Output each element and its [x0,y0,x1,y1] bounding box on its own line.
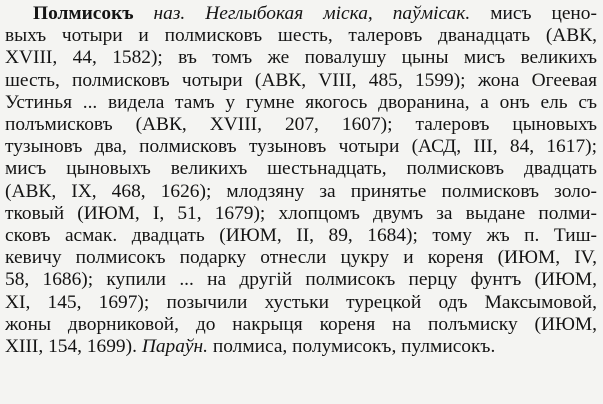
entry-text-line: кевичу полмисокъ подарку отнесли цукру и кореня (ИЮМ, IV, [5,247,597,269]
entry-gloss: Неглыбокая міска, паўмісак. [205,3,471,24]
entry-text-line: тузыновъ два, полмисковъ тузыновъ чотыри (АСД, III, 84, 1617); [5,136,597,158]
entry-headword: Полмисокъ [33,3,134,24]
dictionary-entry [5,3,597,358]
entry-text-line: 58, 1686); купили ... на другій полмисокъ перцу фунтъ (ИЮМ, [5,269,597,291]
entry-last-line [5,336,597,358]
entry-text-line: сковъ асмак. двадцать (ИЮМ, II, 89, 1684); тому жъ п. Тиш- [5,225,597,247]
entry-text-line: полъмисковъ (АВК, XVIII, 207, 1607); талеровъ цыновыхъ [5,114,597,136]
entry-text-line: выхъ чотыри и полмисковъ шесть, талеровъ дванадцать (АВК, [5,25,597,47]
entry-parallels: полмиса, полумисокъ, пулмисокъ. [212,336,496,358]
entry-text-line: (АВК, IX, 468, 1626); млодзяну за принятье полмисковъ золо- [5,180,597,202]
entry-text-line: XIII, 154, 1699). [5,336,137,358]
parallels-label: Параўн. [141,336,208,358]
entry-text-line: Устинья ... видела тамъ у гумне якогось дворанина, а онъ ель съ [5,91,597,113]
entry-text-line: мисъ цено- [490,3,597,24]
gloss-label: наз. [153,3,186,24]
entry-text-line: тковый (ИЮМ, I, 51, 1679); хлопцомъ двумъ за выдане полми- [5,202,597,224]
entry-text-line: жоны дворниковой, до накрыця кореня на полъмиску (ИЮМ, [5,313,597,335]
entry-text-line: XVIII, 44, 1582); въ томъ же повалушу цыны мисъ великихъ [5,47,597,69]
entry-line-1 [5,3,597,25]
entry-text-line: XI, 145, 1697); позычили хустьки турецкой одъ Максымовой, [5,291,597,313]
entry-text-line: мисъ цыновыхъ великихъ шестьнадцать, полмисковъ двадцать [5,158,597,180]
entry-text-line: шесть, полмисковъ чотыри (АВК, VIII, 485, 1599); жона Огеевая [5,69,597,91]
